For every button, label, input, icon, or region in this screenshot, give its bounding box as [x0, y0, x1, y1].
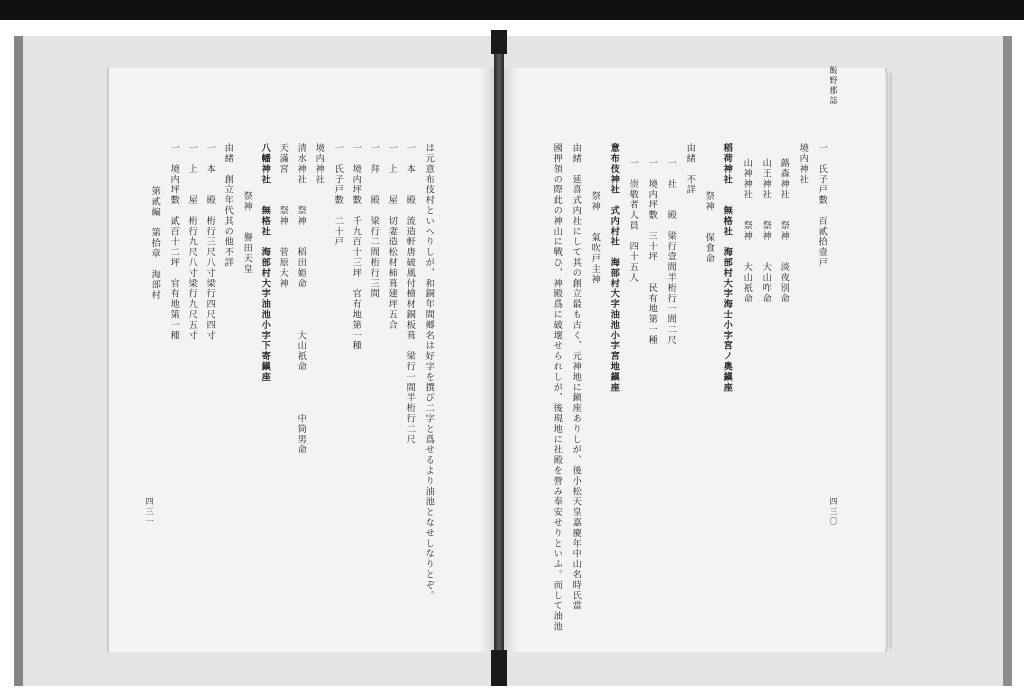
- right-page-column: 意布伎神社 式内村社 海部村大字油池小字宮地鎭座: [608, 143, 620, 393]
- right-page-column: 一 境内坪數 三十坪 民有地第一種: [646, 158, 658, 346]
- left-page-column: 一 境内坪數 貳百十二坪 官有地第一種: [168, 143, 180, 341]
- binding-edge-left: [14, 36, 23, 686]
- left-page-column: 一 拜 殿 梁行二間桁行三間: [368, 143, 380, 299]
- right-page-column: 一 氏子戸數 百貳拾壹戸: [816, 143, 828, 268]
- left-page-column: 一 上 屋 切妻造松材柿葺建坪五合: [386, 143, 398, 331]
- left-page-column: 祭神 譽田天皇: [241, 191, 253, 275]
- right-page-column: 稻荷神社 無格社 海部村大字海士小字宮ノ奧鎭座: [721, 143, 733, 393]
- left-page-column: 境内神社: [313, 143, 325, 185]
- left-page-column: 一 上 屋 桁行九尺八寸梁行九尺五寸: [186, 143, 198, 341]
- left-page-column: 一 本 殿 流造軒唐破風付檜材銅板葺 梁行一間半桁行二尺: [404, 143, 416, 445]
- left-page-column: 一 氏子戸數 二十戸: [332, 143, 344, 247]
- left-page-column: 第貳編 第拾章 海部村: [149, 186, 161, 301]
- right-page-column: 山王神社 祭神 大山咋命: [760, 158, 772, 304]
- left-page-column: 由緒 創立年代其の他不詳: [222, 143, 234, 268]
- page-edges: [885, 73, 893, 649]
- right-page-column: 山神神社 祭神 大山祇命: [741, 158, 753, 304]
- left-page-column: 天滿宮 祭神 菅原大神: [277, 143, 289, 289]
- right-page-column: 一 社 殿 梁行壹間半桁行一間二尺: [665, 158, 677, 346]
- gutter-shadow-right: [504, 68, 518, 652]
- binding-edge-right: [1003, 36, 1012, 686]
- right-page-column: 由緒 延喜式内社にして其の創立最も古く、元神地に鎭座ありしが、後小松天皇嘉慶年中山名時氏當: [570, 143, 582, 611]
- left-page-column: は元意布伎村といへりしが、和銅年間郷名は好字を撰び二字と爲せるより油池となせしなりとぞ。: [423, 143, 435, 601]
- gutter-shadow-left: [480, 68, 494, 652]
- right-page-column: 祭神 保食命: [703, 191, 715, 264]
- running-head: 飯野郡誌: [829, 66, 838, 106]
- viewer-top-band: [0, 0, 1024, 20]
- left-page-number: 四三一: [145, 497, 154, 527]
- right-page-column: 國押領の際此の神山に戰ひ、神殿爲に破壞せられしが、後現地に社殿を營み奉安せりといふ。而して油池: [551, 143, 563, 632]
- book-spine: [494, 36, 504, 686]
- right-page-column: 由緒 不詳: [684, 143, 696, 195]
- right-page-number: 四三〇: [829, 497, 838, 527]
- right-page-column: 蕗森神社 祭神 淡夜別命: [778, 158, 790, 304]
- left-page-column: 一 本 殿 桁行三尺八寸梁行四尺四寸: [204, 143, 216, 341]
- right-page-column: 境内神社: [797, 143, 809, 185]
- right-page-column: 一 崇敬者人員 四十五人: [627, 158, 639, 283]
- left-page-column: 清水神社 祭神 稻田姫命 大山祇命 中筒男命: [295, 143, 307, 455]
- spine-clip-top: [491, 30, 507, 54]
- left-page-column: 八幡神社 無格社 海部村大字油池小字下寄鎭座: [259, 143, 271, 383]
- spine-clip-bottom: [491, 650, 507, 686]
- left-page-column: 一 境内坪數 千九百十三坪 官有地第一種: [350, 143, 362, 351]
- right-page-column: 祭神 氣吹戸主神: [589, 191, 601, 285]
